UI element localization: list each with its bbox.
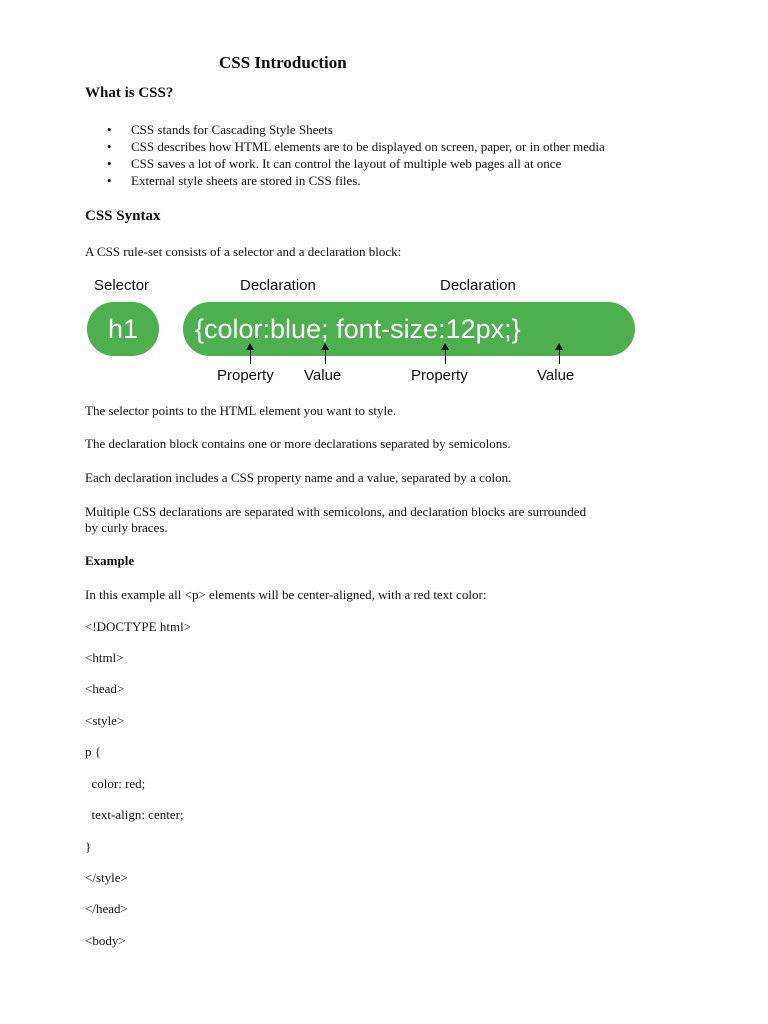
code-line: <style> [85, 713, 125, 728]
code-line: </head> [85, 901, 128, 916]
example-intro: In this example all <p> elements will be center-aligned, with a red text color: [85, 587, 487, 602]
what-is-css-list [85, 121, 745, 189]
code-line: </style> [85, 870, 128, 885]
paragraph-declaration: Each declaration includes a CSS property name and a value, separated by a colon. [85, 470, 512, 485]
paragraph-multiple-line-2: by curly braces. [85, 520, 168, 535]
code-line: <!DOCTYPE html> [85, 619, 192, 634]
arrow-up-icon [250, 344, 251, 364]
what-is-css-heading: What is CSS? [85, 85, 174, 101]
code-line: <html> [85, 650, 124, 665]
property-label-1: Property [217, 367, 274, 384]
value-label-2: Value [537, 367, 575, 384]
arrow-up-icon [445, 344, 446, 364]
css-syntax-diagram [85, 274, 645, 390]
code-line: <head> [85, 681, 125, 696]
arrow-up-icon [325, 344, 326, 364]
selector-label: Selector [94, 277, 150, 294]
bullet-icon: • [107, 139, 112, 154]
property-label-2: Property [411, 367, 468, 384]
list-item: • CSS saves a lot of work. It can control the layout of multiple web pages all at once [107, 156, 562, 171]
declaration-pill: {color:blue; font-size:12px;} [183, 302, 635, 356]
code-line: <body> [85, 933, 126, 948]
declaration-label-2: Declaration [440, 277, 516, 294]
code-line: } [85, 839, 92, 854]
page-title: CSS Introduction [219, 53, 347, 72]
paragraph-multiple-line-1: Multiple CSS declarations are separated with semicolons, and declaration blocks are surrounded [85, 504, 587, 519]
list-item: • CSS stands for Cascading Style Sheets [107, 122, 333, 137]
paragraph-selector: The selector points to the HTML element you want to style. [85, 403, 397, 418]
bullet-icon: • [107, 156, 112, 171]
list-item: • CSS describes how HTML elements are to be displayed on screen, paper, or in other media [107, 139, 605, 154]
paragraph-declaration-block: The declaration block contains one or more declarations separated by semicolons. [85, 436, 511, 451]
list-item: • External style sheets are stored in CSS files. [107, 173, 361, 188]
value-label-1: Value [304, 367, 342, 384]
code-line: p { [85, 744, 101, 759]
css-syntax-heading: CSS Syntax [85, 208, 161, 224]
arrow-up-icon [559, 344, 560, 364]
bullet-icon: • [107, 122, 112, 137]
example-heading: Example [85, 553, 135, 568]
bullet-icon: • [107, 173, 112, 188]
syntax-intro: A CSS rule-set consists of a selector and a declaration block: [85, 244, 402, 259]
code-line: text-align: center; [85, 807, 184, 822]
declaration-label-1: Declaration [240, 277, 316, 294]
selector-pill: h1 [87, 302, 159, 356]
code-line: color: red; [85, 776, 146, 791]
